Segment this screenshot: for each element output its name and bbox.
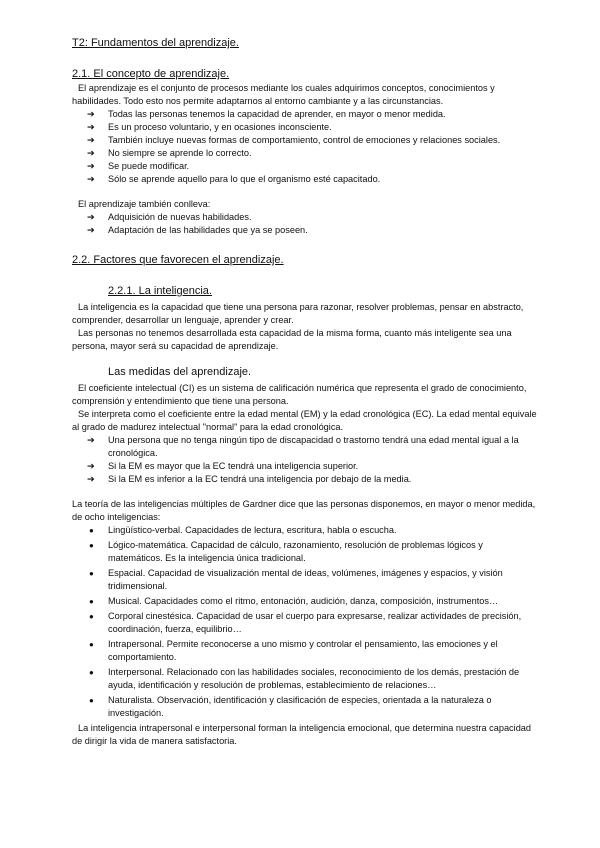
implies-list	[72, 211, 540, 237]
arrow-icon: ➔	[87, 225, 95, 235]
bullet-dot-icon: ●	[89, 526, 94, 535]
arrow-icon: ➔	[87, 174, 95, 184]
list-item: ● Interpersonal. Relacionado con las habilidades sociales, reconocimiento de los demás, prestación de ayuda, identificación y resolución de problemas, establecimiento de relaciones…	[89, 667, 520, 690]
arrow-icon: ➔	[87, 122, 95, 132]
implies-intro: El aprendizaje también conlleva:	[78, 199, 211, 209]
list-item: ➔ Todas las personas tenemos la capacidad de aprender, en mayor o menor medida.	[87, 109, 446, 119]
bullet-dot-icon: ●	[89, 569, 94, 578]
bullet-dot-icon: ●	[89, 668, 94, 677]
section-2-1-intro: El aprendizaje es el conjunto de procesos mediante los cuales adquirimos conceptos, conocimientos y habilidades. Todo esto nos permite adaptarnos al entorno cambiante y a las circunstancias.	[72, 83, 495, 106]
list-item: ● Naturalista. Observación, identificación y clasificación de especies, orientada a la naturaleza o investigación.	[89, 695, 492, 718]
emotional-intelligence-note: La inteligencia intrapersonal e interpersonal forman la inteligencia emocional, que determina nuestra capacidad de dirigir la vida de manera satisfactoria.	[72, 723, 532, 746]
list-item: ➔ No siempre se aprende lo correcto.	[87, 148, 252, 158]
arrow-icon: ➔	[87, 461, 95, 471]
intelligence-variation: Las personas no tenemos desarrollada esta capacidad de la misma forma, cuanto más inteligente sea una persona, mayor será su capacidad de aprendizaje.	[72, 328, 512, 351]
gardner-intro: La teoría de las inteligencias múltiples de Gardner dice que las personas disponemos, en mayor o menor medida, de ocho inteligencias:	[72, 499, 536, 522]
ci-definition: El coeficiente intelectual (CI) es un sistema de calificación numérica que representa el grado de conocimiento, comprensión y entendimiento que tiene una persona.	[72, 383, 527, 406]
bullet-dot-icon: ●	[89, 640, 94, 649]
arrow-icon: ➔	[87, 109, 95, 119]
list-item: ➔ También incluye nuevas formas de comportamiento, control de emociones y relaciones sociales.	[87, 135, 501, 145]
bullet-dot-icon: ●	[89, 696, 94, 705]
list-item: ➔ Se puede modificar.	[87, 161, 190, 171]
ci-interpretation: Se interpreta como el coeficiente entre la edad mental (EM) y la edad cronológica (EC). La edad mental equivale al grado de madurez intelectual "normal" para la edad cronológica.	[72, 409, 537, 432]
list-item: ➔ Adquisición de nuevas habilidades.	[87, 212, 252, 222]
list-item: ➔ Si la EM es inferior a la EC tendrá una inteligencia por debajo de la media.	[87, 474, 412, 484]
list-item: ● Corporal cinestésica. Capacidad de usar el cuerpo para expresarse, realizar actividades de precisión, coordinación, fuerza, equilibrio…	[89, 611, 522, 634]
arrow-icon: ➔	[87, 474, 95, 484]
list-item: ➔ Sólo se aprende aquello para lo que el organismo esté capacitado.	[87, 174, 381, 184]
bullet-dot-icon: ●	[89, 612, 94, 621]
arrow-icon: ➔	[87, 161, 95, 171]
list-item: ● Espacial. Capacidad de visualización mental de ideas, volúmenes, imágenes y espacios, y visión tridimensional.	[89, 568, 503, 591]
list-item: ● Intrapersonal. Permite reconocerse a uno mismo y controlar el pensamiento, las emociones y el comportamiento.	[89, 639, 498, 662]
arrow-icon: ➔	[87, 435, 95, 445]
list-item: ➔ Una persona que no tenga ningún tipo de discapacidad o trastorno tendrá una edad mental igual a la cronológica.	[87, 435, 519, 458]
section-2-2-heading: 2.2. Factores que favorecen el aprendizaje.	[72, 254, 284, 266]
arrow-icon: ➔	[87, 212, 95, 222]
ci-list	[72, 434, 540, 486]
list-item: ● Lógico-matemática. Capacidad de cálculo, razonamiento, resolución de problemas lógicos y matemáticos. Es la inteligencia única tradicional.	[89, 540, 483, 563]
document-title: T2: Fundamentos del aprendizaje.	[72, 37, 239, 49]
intelligence-definition: La inteligencia es la capacidad que tiene una persona para razonar, resolver problemas, pensar en abstracto, comprender, desarrollar un lenguaje, aprender y crear.	[72, 302, 524, 325]
list-item: ● Musical. Capacidades como el ritmo, entonación, audición, danza, composición, instrumentos…	[89, 596, 499, 606]
list-item: ● Lingüístico-verbal. Capacidades de lectura, escritura, habla o escucha.	[89, 525, 397, 535]
list-item: ➔ Si la EM es mayor que la EC tendrá una inteligencia superior.	[87, 461, 359, 471]
list-item: ➔ Es un proceso voluntario, y en ocasiones inconsciente.	[87, 122, 332, 132]
bullet-dot-icon: ●	[89, 597, 94, 606]
measures-heading: Las medidas del aprendizaje.	[108, 366, 252, 378]
bullet-dot-icon: ●	[89, 541, 94, 550]
arrow-icon: ➔	[87, 135, 95, 145]
section-2-1-heading: 2.1. El concepto de aprendizaje.	[72, 68, 230, 80]
arrow-icon: ➔	[87, 148, 95, 158]
section-2-1-list	[72, 108, 540, 186]
section-2-2-1-heading: 2.2.1. La inteligencia.	[108, 285, 212, 297]
intelligences-list	[72, 524, 540, 720]
list-item: ➔ Adaptación de las habilidades que ya se poseen.	[87, 225, 308, 235]
